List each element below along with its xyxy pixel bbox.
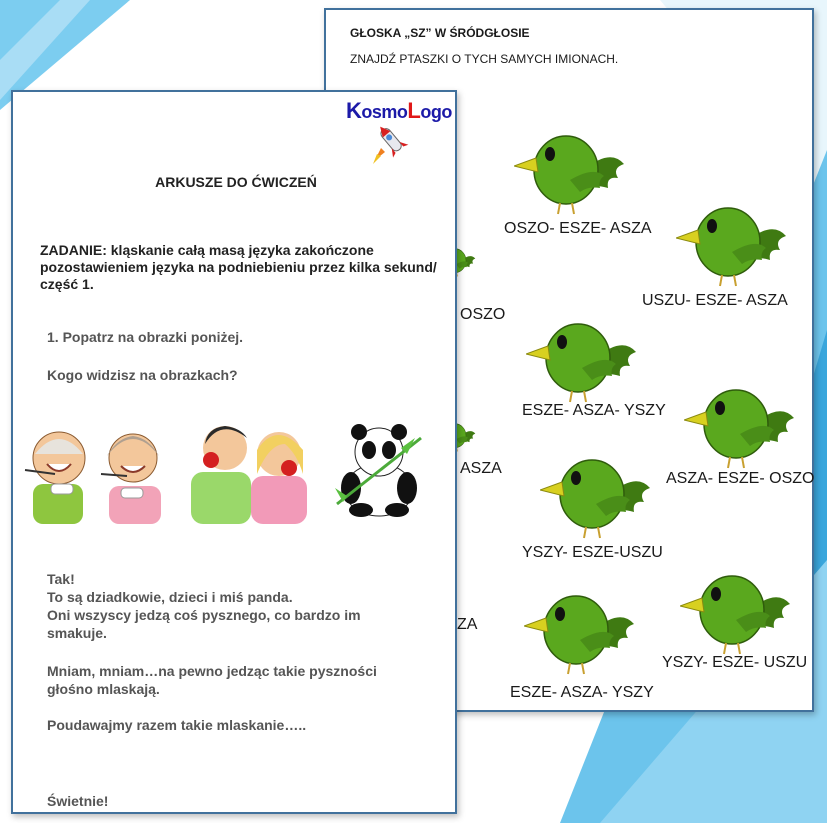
bird-partial-label-1: OSZO [460, 306, 506, 323]
exercise-sheet [11, 90, 457, 814]
bird-partial-label-3: ZA [457, 616, 478, 633]
bird-partial-label-2: ASZA [460, 460, 502, 477]
kosmologo-logo: KosmoLogo [346, 98, 452, 123]
mniam-text: Mniam, mniam…na pewno jedząc takie pyszności głośno mlaskają. [47, 663, 377, 697]
praise-text: Świetnie! [47, 793, 109, 809]
task-description: ZADANIE: kląskanie całą masą języka zakończone pozostawieniem języka na podniebieniu przez kilka sekund/ część 1. [40, 242, 437, 292]
bird-5[interactable] [540, 442, 652, 542]
rocket-icon [369, 122, 409, 166]
bird-1[interactable] [514, 118, 626, 218]
bird-7[interactable] [524, 578, 636, 678]
step-one: 1. Popatrz na obrazki poniżej. [47, 329, 244, 345]
bird-label-4: ASZA- ESZE- OSZO [666, 470, 815, 487]
worksheet-instruction: ZNAJDŹ PTASZKI O TYCH SAMYCH IMIONACH. [350, 52, 619, 66]
panda-eating-bamboo-illustration [331, 418, 427, 518]
grandparents-eating-illustration [21, 414, 171, 524]
repeat-instruction: Poudawajmy razem takie mlaskanie….. [47, 717, 307, 733]
worksheet-title: GŁOSKA „SZ” W ŚRÓDGŁOSIE [350, 26, 530, 40]
answer-text: Tak! To są dziadkowie, dzieci i miś panda. Oni wszyscy jedzą coś pysznego, co bardzo im smakuje. [47, 571, 361, 641]
bird-label-7: ESZE- ASZA- YSZY [510, 684, 654, 701]
bird-label-5: YSZY- ESZE-USZU [522, 544, 663, 561]
bird-label-1: OSZO- ESZE- ASZA [504, 220, 652, 237]
bird-3[interactable] [526, 306, 638, 406]
sheet-title: ARKUSZE DO ĆWICZEŃ [155, 174, 317, 190]
bird-4[interactable] [684, 372, 796, 472]
bird-6[interactable] [680, 558, 792, 658]
bird-2[interactable] [676, 190, 788, 290]
children-eating-apples-illustration [185, 414, 315, 524]
bird-label-6: YSZY- ESZE- USZU [662, 654, 808, 671]
bird-label-2: USZU- ESZE- ASZA [642, 292, 788, 309]
question: Kogo widzisz na obrazkach? [47, 367, 238, 383]
bird-label-3: ESZE- ASZA- YSZY [522, 402, 666, 419]
